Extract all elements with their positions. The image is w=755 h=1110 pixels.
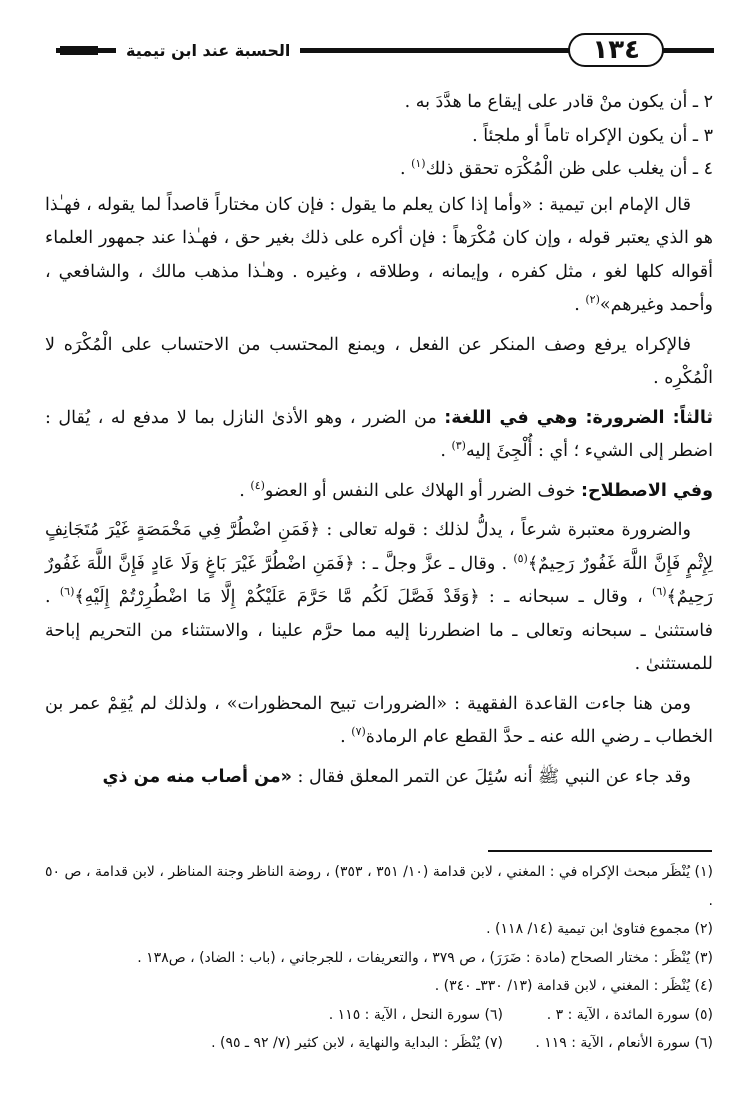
header-dash (60, 46, 98, 55)
footnote-1: (١) يُنْظَر مبحث الإكراه في : المغني ، لابن قدامة (١٠/ ٣٥١ ، ٣٥٣) ، روضة الناظر وجنة المناظر ، لابن قدامة ، ص ٥٠ . (45, 864, 714, 909)
page-header (40, 33, 718, 69)
ibn-taymiyya-quote (45, 189, 713, 323)
qaida-paragraph (45, 688, 713, 755)
period: . (340, 727, 352, 747)
period: . (239, 480, 251, 501)
condition-4 (45, 153, 713, 187)
istilah-definition (45, 475, 713, 509)
period: . (399, 159, 412, 179)
footnote-7: (٧) يُنْظَر : البداية والنهاية ، لابن كثير (٧/ ٩٢ ـ ٩٥) . (211, 1035, 503, 1051)
footnote-5: (٥) سورة المائدة ، الآية : ٣ . (546, 1006, 713, 1023)
period: . (574, 295, 586, 315)
footnote-ref: (٥) (513, 551, 528, 565)
footnote-ref: (٣) (451, 439, 466, 453)
footnote-ref: (٢) (585, 293, 600, 307)
istilah-text: خوف الضرر أو الهلاك على النفس أو العضو (264, 480, 581, 501)
footnote-row-5 (45, 1001, 713, 1030)
hadith-quote: «من أصاب منه من ذي (102, 766, 292, 787)
running-title: الحسبة عند ابن تيمية (116, 37, 300, 65)
footnote-ref: (٦) (59, 585, 75, 599)
page-number: ١٣٤ (568, 33, 664, 67)
footnote-4: (٤) يُنْظَر : المغني ، لابن قدامة (١٣/ ٣٣٠ـ ٣٤٠) . (434, 978, 713, 994)
condition-4-text: ٤ ـ أن يغلب على ظن الْمُكْرَه تحقق ذلك (425, 159, 713, 179)
footnote-row-6 (45, 1029, 713, 1058)
istilah-heading: وفي الاصطلاح: (580, 480, 713, 501)
footnote-6-nahl: (٦) سورة النحل ، الآية : ١١٥ . (328, 1006, 503, 1023)
darura-text: من الضرر ، وهو الأذىٰ النازل بما لا مدفع له ، يُقال : اضطر إلى الشيء ؛ أي : أُلْجِئَ إليه (45, 407, 713, 461)
quote-text: قال الإمام ابن تيمية : «وأما إذا كان يعلم ما يقول : فإن كان مختاراً قاصداً لما يقوله ، فهـٰذا هو الذي يعتبر قوله ، وإن كان مُكْرَهاً : فإن أكره على ذلك بغير حق ، فهـٰذا عند جمهور العلماء أقواله كلها لغو ، مثل كفره ، وإيمانه ، وطلاقه ، وغيره . وهـٰذا مذهب مالك ، والشافعي ، وأحمد وغيرهم» (45, 194, 714, 315)
condition-3: ٣ ـ أن يكون الإكراه تاماً أو ملجئاً . (472, 125, 713, 146)
main-text (45, 86, 713, 800)
hadith-intro: وقد جاء عن النبي ﷺ أنه سُئِلَ عن التمر المعلق فقال : (291, 766, 691, 787)
footnotes (45, 858, 713, 1058)
darura-definition (45, 402, 713, 469)
condition-2: ٢ ـ أن يكون منْ قادر على إيقاع ما هدَّدَ به . (404, 92, 713, 112)
evidence-text-3: ، وقال ـ سبحانه ـ : ﴿وَقَدْ فَصَّلَ لَكُم مَّا حَرَّمَ عَلَيْكُمْ إِلَّا مَا اضْطُرِرْتُمْ إِلَيْهِ﴾ (74, 587, 653, 607)
hadith-paragraph (45, 761, 713, 795)
darura-evidence (45, 514, 713, 682)
footnote-ref: (٤) (250, 478, 265, 492)
footnote-ref: (١) (411, 157, 426, 171)
darura-heading: ثالثاً: الضرورة: وهي في اللغة: (444, 407, 714, 428)
evidence-text-2: . وقال ـ عزَّ وجلَّ ـ : ﴿فَمَنِ اضْطُرَّ غَيْرَ بَاغٍ وَلَا عَادٍ فَإِنَّ اللَّهَ غَفُورٌ رَحِيمٌ﴾ (45, 553, 713, 607)
footnote-2: (٢) مجموع فتاوىٰ ابن تيمية (١٤/ ١١٨) . (486, 921, 713, 937)
qaida-text: ومن هنا جاءت القاعدة الفقهية : «الضرورات تبيح المحظورات» ، ولذلك لم يُقِمْ عمر بن الخطاب ـ رضي الله عنه ـ حدَّ القطع عام الرمادة (45, 693, 713, 747)
footnote-ref: (٦) (652, 585, 667, 599)
evidence-text-4: . فاستثنىٰ ـ سبحانه وتعالى ـ ما اضطررنا إليه مما حرَّم علينا ، والاستثناء من التحريم إباحة للمستثنىٰ . (45, 587, 713, 674)
ikrah-paragraph: فالإكراه يرفع وصف المنكر عن الفعل ، ويمنع المحتسب من الاحتساب على الْمُكْرَه لا الْمُكْرِه . (45, 334, 713, 388)
footnote-3: (٣) يُنْظَر : مختار الصحاح (مادة : ضَرَرَ) ، ص ٣٧٩ ، والتعريفات ، للجرجاني ، (باب : الضاد) ، ص١٣٨ . (137, 949, 713, 966)
footnote-separator (488, 850, 712, 852)
evidence-text-1: والضرورة معتبرة شرعاً ، يدلُّ لذلك : قوله تعالى : ﴿فَمَنِ اضْطُرَّ فِي مَخْمَصَةٍ غَيْرَ مُتَجَانِفٍ لِإِثْمٍ فَإِنَّ اللَّهَ غَفُورٌ رَحِيمٌ﴾ (45, 520, 713, 574)
period: . (440, 441, 452, 461)
footnote-ref: (٧) (351, 725, 366, 739)
footnote-6-anam: (٦) سورة الأنعام ، الآية : ١١٩ . (535, 1035, 713, 1051)
